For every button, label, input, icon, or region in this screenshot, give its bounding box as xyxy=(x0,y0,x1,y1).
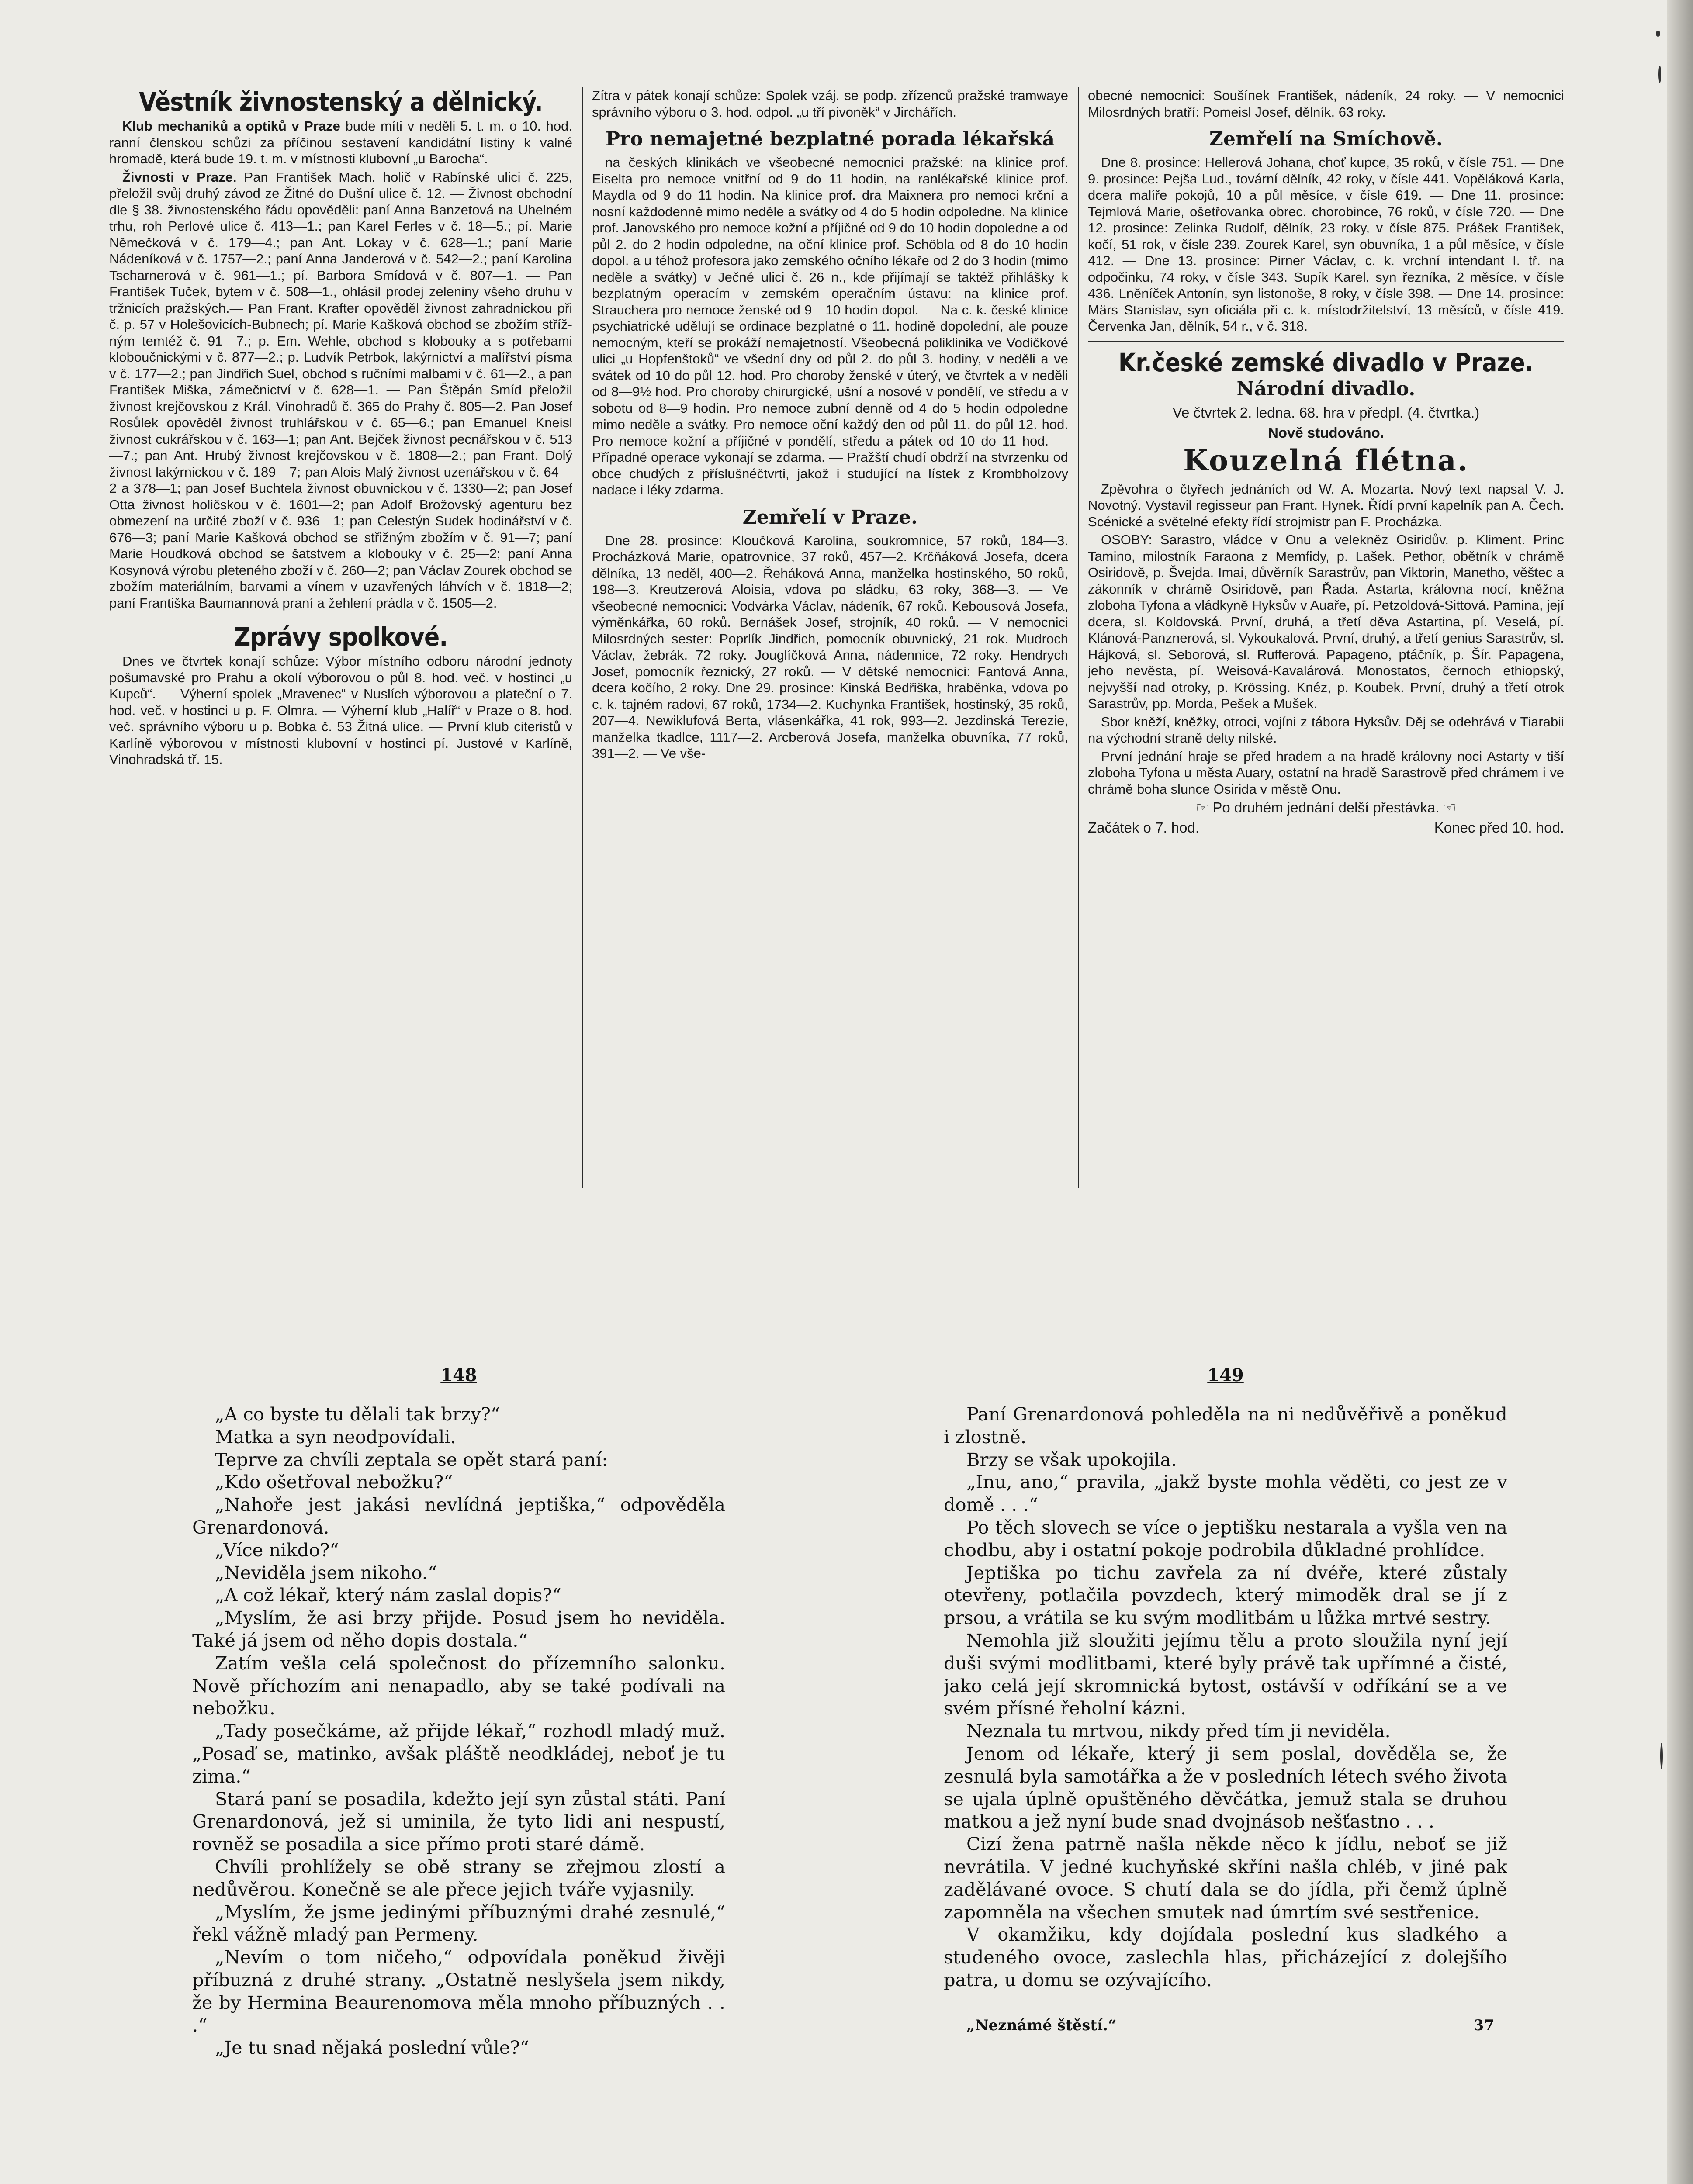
cast-list: OSOBY: Sarastro, vládce v Onu a velekněz Osiridův. p. Kliment. Princ Tamino, milostník Faraona z Memfidy, p. Lašek. Pethor, obětník v chrámě Osiridově, p. Švejda. Imai, důvěrník Sarastrův, pan Viktorin, Manetho, věštec a zákonník v chrámě Osiridově, pan Řada. Astarta, královna nocí, kněžna zloboha Tyfona a vládkyně Hyksův v Auaře, pí. Petzoldová-Sittová. Pamina, její dcera, sl. Koldovská. První, druhá, a třetí děva Astartina, pí. Veselá, pí. Klánová-Panznerová, sl. Vykoukalová. První, druhý, a třetí genius Sarastrův, sl. Hájková, sl. Seborová, sl. Rufferová. Papageno, ptáčník, p. Šír. Papagena, jeho nevěsta, pí. Weisová-Kavalárová. Monostatos, černoch ethiopský, nejvyšší nad otroky, p. Krössing. Knéz, p. Koubek. První, druhý a třetí otrok Sarastrův, pp. Morda, Pešek a Mušek. xyxy=(1088,532,1564,711)
book-paragraph: Paní Grenardonová pohleděla na ni nedůvěřivě a poněkud i zlostně. xyxy=(944,1403,1507,1448)
theatre-title: Kr.české zemské divadlo v Praze. xyxy=(1118,347,1534,377)
newspaper-clipping xyxy=(109,87,1564,1232)
newspaper-column-2 xyxy=(592,87,1068,1232)
page-number xyxy=(192,1365,725,1386)
scan-speck xyxy=(1660,1743,1663,1769)
article-paragraph xyxy=(109,118,572,167)
book-paragraph: „Inu, ano,“ pravila, „jakž byste mohla věděti, co jest ze v domě . . .“ xyxy=(944,1471,1507,1516)
book-paragraph: „Neviděla jsem nikoho.“ xyxy=(215,1562,437,1583)
book-text xyxy=(944,1403,1507,1991)
article-paragraph xyxy=(109,169,572,612)
book-paragraph: Brzy se však upokojila. xyxy=(966,1448,1177,1470)
scan-speck xyxy=(1658,66,1661,83)
pointing-hand-icon: ☞ xyxy=(1195,799,1213,816)
article-text: Pan František Mach, holič v Rabínské ulici č. 225, přeložil svůj druhý závod ze Žitné do Dušní ulice č. 12. — Živnost obchodní dle § 38. živnostenského řádu opověděli: paní Anna Banzetová na Uhelném trhu, roh Perlové ulice č. 413—1.; pan Karel Ferles v č. 18—5.; pí. Marie Němečková v č. 179—4.; pan Ant. Lokay v č. 628—1.; paní Marie Nádeníková v č. 1757—2.; paní Anna Janderová v č. 542—2.; paní Karolina Tscharnerová v č. 961—1.; pí. Barbora Smídová v č. 807—1. — Pan František Tuček, bytem v č. 508—1., ohlásil prodej zeleniny všeho druhu v tržnicích pražských.— Pan Frant. Krafter opověděl živnost zahradnickou při č. p. 57 v Holešovicích-Bubnech; pí. Marie Kašková obchod se zbožím stříž-ným temtéž č. 91—7.; p. Em. Wehle, obchod s klobouky a s potřebami kloboučnickými v č. 877—2.; p. Ludvík Petrbok, lakýrnictví a malířství písma v č. 177—2.; pan Jindřich Suel, obchod s ručními malbami v č. 61—2., a pan František Miška, zámečnictví v č. 628—1. — Pan Štěpán Smíd přeložil živnost krejčovskou z Král. Vinohradů č. 365 do Prahy č. 805—2. Pan Josef Rosůlek opověděl živnost truhlářskou v č. 65—6.; pan Emanuel Kneisl živnost cukrářskou v č. 163—1; pan Ant. Bejček živnost pecnářskou v č. 513—7.; pan Ant. Hrubý živnost krejčovskou v č. 1808—2.; pan Frant. Dolý živnost lakýrnickou v č. 189—7; pan Alois Malý živnost uzenářskou v č. 64—2 a 378—1; pan Josef Buchtela živnost obuvnickou v č. 1330—2; pan Josef Otta živnost holičskou v č. 1601—2; pan Adolf Brožovský agenturu bez obmezení na určité zboží v č. 936—1; pan Celestýn Sudek hodinářství v č. 676—3; paní Marie Kašková obchod se střižným zbožím v č. 91—7; paní Marie Houdková obchod se šatstvem a klobouky v č. 25—2; paní Anna Kosynová výrobu pleteného zboží v č. 260—2; pan Václav Zourek obchod se zbožím materiálním, barvami a vínem v uzavřených láhvích v č. 1818—2; paní Františka Baumannová praní a žehlení prádla v č. 1505—2. xyxy=(109,169,572,611)
book-paragraph: Jenom od lékaře, který ji sem poslal, dověděla se, že zesnulá byla samotářka a že v posledních létech svého života se ujala úplně opuštěného děvčátka, jemuž stala se druhou matkou a jež nyní bude snad dvojnásob nešťastno . . . xyxy=(944,1742,1507,1832)
article-paragraph: Dnes ve čtvrtek konají schůze: Výbor místního odboru národní jednoty pošumavské pro Prahu a okolí výborovou o půl 8. hod. več. v hostinci „u Kupců“. — Výherní spolek „Mravenec“ v Nuslích výborovou a plateční o 7. hod. več. v hostinci u p. F. Olmra. — Výherní klub „Halíř“ v Praze o 8. hod. več. správního výboru u p. Bobka č. 53 Žitná ulice. — První klub citeristů v Karlíně výborovou v místnosti klubovní v hostinci pí. Justové v Karlíně, Vinohradská tř. 15. xyxy=(109,653,572,767)
book-paragraph: „Více nikdo?“ xyxy=(215,1539,339,1561)
section-subtitle: Zemřelí na Smíchově. xyxy=(1209,128,1443,150)
book-paragraph: Stará paní se posadila, kdežto její syn zůstal státi. Paní Grenardonová, jež si uminila, že tyto lidi ani nespustí, rovněž se posadila a sice přímo proti staré dámě. xyxy=(192,1788,725,1855)
article-text: bude míti v neděli 5. t. m. o 10. hod. ranní členskou schůzi za příčinou sestavení kandidátní listiny k valné hromadě, která bude 19. t. m. v místnosti klubovní „u Barocha“. xyxy=(109,118,572,166)
book-paragraph: „Tady posečkáme, až přijde lékař,“ rozhodl mladý muž. „Posaď se, matinko, avšak pláště neodkládej, neboť je tu zima.“ xyxy=(192,1720,725,1787)
book-paragraph: Teprve za chvíli zeptala se opět stará paní: xyxy=(215,1448,608,1470)
page-number xyxy=(944,1365,1507,1386)
new-production-note: Nově studováno. xyxy=(1268,424,1384,441)
end-time: Konec před 10. hod. xyxy=(1434,819,1564,836)
footer-title: „Neznámé štěstí.“ xyxy=(966,2016,1117,2034)
page-edge-shadow xyxy=(1667,0,1693,2184)
theatre-subtitle: Národní divadlo. xyxy=(1236,377,1416,400)
book-paragraph: „Myslím, že jsme jedinými příbuznými drahé zesnulé,“ řekl vážně mladý pan Permeny. xyxy=(192,1901,725,1946)
page-number-text: 149 xyxy=(1207,1365,1244,1386)
book-paragraph: Zatím vešla celá společnost do přízemního salonku. Nově příchozím ani nenapadlo, aby se také podívali na nebožku. xyxy=(192,1652,725,1719)
section-subtitle: Pro nemajetné bezplatné porada lékařská xyxy=(606,128,1055,150)
article-lead: Klub mechaniků a optiků v Praze xyxy=(122,118,340,134)
book-paragraph: Nemohla již sloužiti jejímu tělu a proto sloužila nyní její duši svými modlitbami, které byly právě tak upřímné a čisté, jako celá její skromnická bytost, ostávší v odříkání se a ve svém přísné řeholní kázni. xyxy=(944,1629,1507,1719)
start-time: Začátek o 7. hod. xyxy=(1088,819,1199,836)
book-paragraph: V okamžiku, kdy dojídala poslední kus sladkého a studeného ovoce, zaslechla hlas, přicházející z dolejšího patra, u domu se ozývajícího. xyxy=(944,1924,1507,1990)
book-paragraph: „A což lékař, který nám zaslal dopis?“ xyxy=(215,1584,561,1606)
intermission-text: Po druhém jednání delší přestávka. xyxy=(1212,799,1440,816)
section-title: Zprávy spolkové. xyxy=(234,622,448,652)
divider xyxy=(1088,341,1564,342)
pointing-hand-icon: ☜ xyxy=(1439,799,1457,816)
footer-signature-number: 37 xyxy=(1473,2016,1494,2034)
article-paragraph: Dne 28. prosince: Kloučková Karolina, soukromnice, 57 roků, 184—3. Procházková Marie, opatrovnice, 37 roků, 457—2. Krčňáková Josefa, dcera dělníka, 13 neděl, 400—2. Řeháková Anna, manželka hostinského, 50 roků, 198—3. Kreutzerová Aloisia, vdova po sládku, 63 roky, 368—3. — Ve všeobecné nemocnici: Vodvárka Václav, nádeník, 67 roků. Kebousová Josefa, výměnkářka, 60 roků. Bernášek Josef, strojník, 40 roků. — V nemocnici Milosrdných sester: Poprlík Jindřich, pomocník obuvnický, 21 rok. Mudroch Václav, žebrák, 72 roky. Jouglíčková Anna, nádennice, 72 roky. Hendrych Josef, pomocník řeznický, 27 roků. — V dětské nemocnici: Fantová Anna, dcera kočího, 2 roky. Dne 29. prosince: Kinská Bedřiška, hraběnka, vdova po c. k. tajném radovi, 67 roků, 1734—2. Kuchynka František, hostinský, 35 roků, 207—4. Newiklufová Berta, vlásenkářka, 41 rok, 993—2. Jezdinská Terezie, manželka tkadlce, 1117—2. Arcberová Josefa, manželka obuvníka, 77 roků, 391—2. — Ve vše- xyxy=(592,532,1068,761)
newspaper-column-1 xyxy=(109,87,572,1232)
play-title: Kouzelná flétna. xyxy=(1183,443,1469,477)
book-footer xyxy=(944,2017,1507,2034)
book-paragraph: „A co byste tu dělali tak brzy?“ xyxy=(215,1403,500,1425)
book-paragraph: „Nahoře jest jakási nevlídná jeptiška,“ odpověděla Grenardonová. xyxy=(192,1494,725,1538)
article-paragraph: Zpěvohra o čtyřech jednáních od W. A. Mozarta. Nový text napsal V. J. Novotný. Vystavil regisseur pan Frant. Hynek. Řídí první kapelník pan A. Čech. Scénické a světelné efekty řídí strojmistr pan F. Procházka. xyxy=(1088,481,1564,529)
book-text xyxy=(192,1403,725,2059)
article-lead: Živnosti v Praze. xyxy=(122,169,237,185)
book-paragraph: „Kdo ošetřoval nebožku?“ xyxy=(215,1471,453,1493)
book-paragraph: „Je tu snad nějaká poslední vůle?“ xyxy=(215,2037,529,2059)
article-paragraph: obecné nemocnici: Soušínek František, nádeník, 24 roky. — V nemocnici Milosrdných bratří: Pomeisl Josef, dělník, 63 roky. xyxy=(1088,88,1564,120)
section-title: Věstník živnostenský a dělnický. xyxy=(139,87,543,117)
book-page-right xyxy=(944,1365,1507,2184)
page-number-text: 148 xyxy=(440,1365,477,1386)
book-paragraph: Matka a syn neodpovídali. xyxy=(215,1426,456,1448)
book-paragraph: Po těch slovech se více o jeptišku nestarala a vyšla ven na chodbu, aby i ostatní pokoje podrobila důkladné prohlídce. xyxy=(944,1516,1507,1561)
schedule-row xyxy=(1088,819,1564,836)
article-paragraph: na českých klinikách ve všeobecné nemocnici pražské: na klinice prof. Eiselta pro nemoce vnitřní od 9 do 11 hodin, na ranlékařské klinice prof. Maydla od 9 do 11 hodin. Na klinice prof. dra Maixnera pro nemoci krční a nosní každodenně mimo neděle a svátky od 4 do 5 hodin odpoledne. Na klinice prof. Janovského pro nemoce kožní a příjičné od 9 do 10 hodin dopoledne a od půl 2. do 2 hodin odpoledne, na oční klinice prof. Schöbla od 8 do 10 hodin dopol. a u téhož profesora jako zemského očního lékaře od 2 do 3 hodin (mimo neděle a svátky) v Ječné ulici č. 26 n., kde přijímají se taktéž přihlášky k bezplatným operacím v zemském operačním ústavu: na klinice prof. Strauchera pro nemoce ženské od 9—10 hodin dopol. — Na c. k. české klinice psychiatrické udělují se ordinace bezplatné o 11. hodině dopolední, ale pouze nemocným, kteří se prokáží nemajetností. Všeobecná poliklinika ve Vodičkové ulici „u Hopfenštoků“ ve všední dny od půl 2. do půl 3. hodiny, v neděli a ve svátek od 10 do půl 12. hod. Pro choroby ženské v úterý, ve čtvrtek a v neděli od 8—9½ hod. Pro choroby chirurgické, ušní a nosové v pondělí, ve středu a v sobotu od 8—9 hodin. Pro nemoce zubní denně od 4 do 5 hodin odpoledne mimo neděle a svátky. Pro nemoce oční každý den od půl 11. do půl 12. hod. Pro nemoce kožní a příjičné v pondělí, středu a pátek od 10 do 11 hod. — Případné operace vykonají se zdarma. — Pražští chudí obdrží na stvrzenku od obce chudých z příslušnéčtvrti, jakož i studující na lístek z Krombholzovy nadace i léky zdarma. xyxy=(592,155,1068,498)
article-paragraph: Dne 8. prosince: Hellerová Johana, choť kupce, 35 roků, v čísle 751. — Dne 9. prosince: Pejša Lud., tovární dělník, 42 roky, v čísle 441. Vopěláková Karla, dcera malíře pokojů, 10 a půl měsíce, v čísle 619. — Dne 11. prosince: Tejmlová Marie, ošetřovanka obrec. chorobince, 76 roků, v čísle 720. — Dne 12. prosince: Zelinka Rudolf, dělník, 23 roky, v čísle 875. Prášek František, kočí, 51 rok, v čísle 239. Zourek Karel, syn obuvníka, 1 a půl měsíce, v čísle 412. — Dne 13. prosince: Pirner Václav, c. k. vrchní intendant I. tř. na odpočinku, 74 roky, v čísle 343. Supík Karel, syn řezníka, 2 měsíce, v čísle 436. Lněníček Antonín, syn listonoše, 8 roky, v čísle 398. — Dne 14. prosince: Märs Stanislav, syn oficiála při c. k. místodržitelství, 13 měsíců, v čísle 419. Červenka Jan, dělník, 54 r., v č. 318. xyxy=(1088,155,1564,334)
book-paragraph: „Myslím, že asi brzy přijde. Posud jsem ho neviděla. Také já jsem od něho dopis dostala.“ xyxy=(192,1607,725,1651)
date-line: Ve čtvrtek 2. ledna. 68. hra v předpl. (4. čtvrtka.) xyxy=(1172,404,1480,421)
article-paragraph: První jednání hraje se před hradem a na hradě královny noci Astarty v tiší zloboha Tyfona u města Auary, ostatní na hradě Sarastrově před chrámem i ve chrámě boha slunce Osirida v městě Onu. xyxy=(1088,748,1564,797)
book-paragraph: „Nevím o tom ničeho,“ odpovídala poněkud živěji příbuzná z druhé strany. „Ostatně neslyšela jsem nikdy, že by Hermina Beaurenomova měla mnoho příbuzných . . .“ xyxy=(192,1946,725,2036)
column-rule xyxy=(1078,87,1079,1188)
intermission-note xyxy=(1088,799,1564,816)
book-paragraph: Neznala tu mrtvou, nikdy před tím ji neviděla. xyxy=(966,1720,1391,1742)
book-paragraph: Cizí žena patrně našla někde něco k jídlu, neboť se již nevrátila. V jedné kuchyňské skříni našla chléb, v jiné pak zadělávané ovoce. S chutí dala se do jídla, při čemž úplně zapomněla na všechen smutek nad úmrtím své sestřenice. xyxy=(944,1833,1507,1923)
book-paragraph: Chvíli prohlížely se obě strany se zřejmou zlostí a nedůvěrou. Konečně se ale přece jejich tváře vyjasnily. xyxy=(192,1856,725,1900)
book-page-left xyxy=(192,1365,725,2184)
book-paragraph: Jeptiška po tichu zavřela za ní dvéře, které zůstaly otevřeny, potlačila povzdech, který mimoděk dral se jí z prsou, a vrátila se ku svým modlitbám u lůžka mrtvé sestry. xyxy=(944,1562,1507,1629)
article-paragraph: Zítra v pátek konají schůze: Spolek vzáj. se podp. zřízenců pražské tramwaye správního výboru o 3. hod. odpol. „u tří pivoněk“ v Jirchářích. xyxy=(592,88,1068,120)
scan-speck xyxy=(1656,31,1660,37)
newspaper-column-3 xyxy=(1088,87,1564,1232)
section-subtitle: Zemřelí v Praze. xyxy=(742,506,918,529)
column-rule xyxy=(582,87,583,1188)
article-paragraph: Sbor kněží, kněžky, otroci, vojíni z tábora Hyksův. Děj se odehrává v Tiarabii na východní straně delty nilské. xyxy=(1088,714,1564,746)
